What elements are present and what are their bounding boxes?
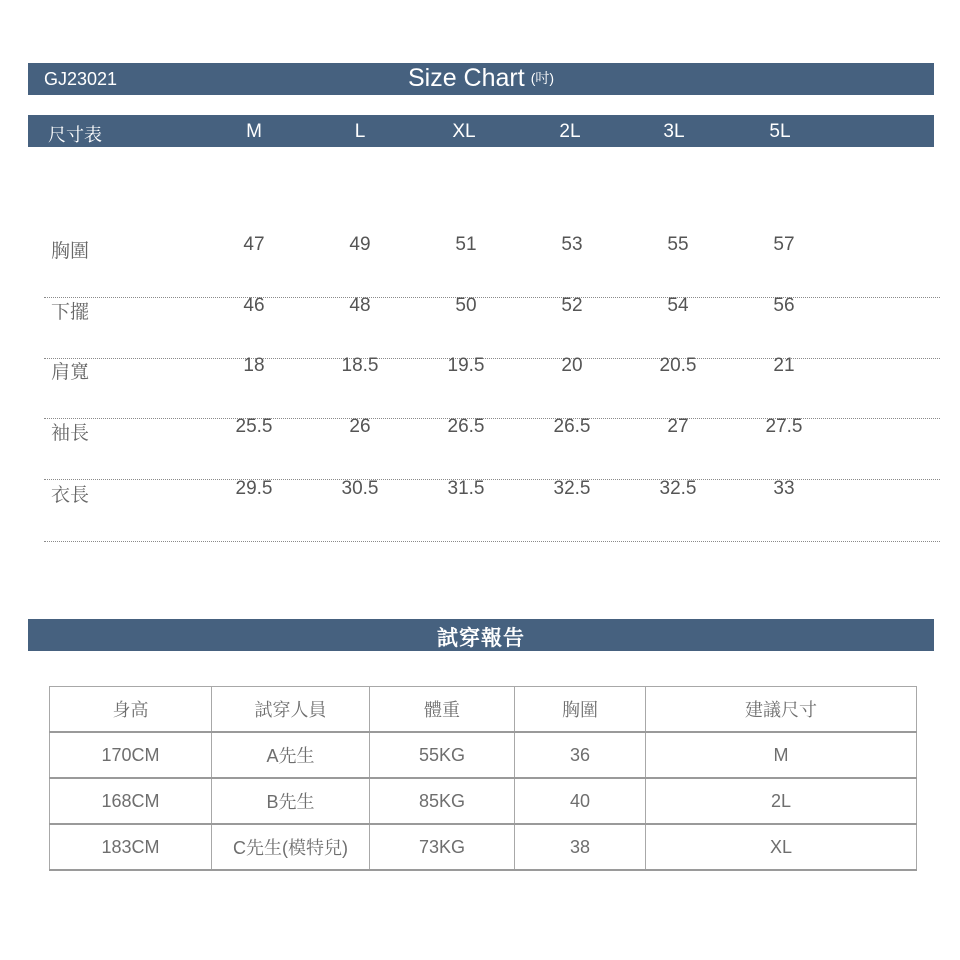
- measurement-value: 31.5: [447, 478, 485, 499]
- chart-title-text: Size Chart: [407, 64, 525, 92]
- measurement-value: 52: [561, 295, 583, 316]
- measurement-value: 47: [243, 234, 265, 255]
- trial-header-cell: 胸圍: [515, 687, 646, 733]
- trial-header-cell: 體重: [370, 687, 515, 733]
- trial-header-cell: 身高: [50, 687, 212, 733]
- size-header-xl: XL: [452, 121, 476, 142]
- measurement-value: 50: [455, 295, 477, 316]
- trial-report-table: [49, 686, 917, 871]
- measurement-name: 胸圍: [51, 241, 90, 262]
- title-bar: [28, 63, 934, 95]
- measurement-value: 29.5: [235, 478, 273, 499]
- measurement-value: 53: [561, 234, 583, 255]
- measurement-row-length: [44, 480, 940, 542]
- size-header-bar: [28, 115, 934, 147]
- measurement-value: 51: [455, 234, 477, 255]
- measurement-value: 33: [773, 478, 795, 499]
- measurement-value: 25.5: [235, 416, 273, 437]
- measurement-value: 30.5: [341, 478, 379, 499]
- measurement-value: 54: [667, 295, 689, 316]
- trial-cell: 40: [515, 778, 646, 824]
- measurement-value: 57: [773, 234, 795, 255]
- trial-cell: XL: [646, 824, 917, 870]
- measurement-value: 32.5: [553, 478, 591, 499]
- measurement-value: 21: [773, 355, 795, 376]
- trial-cell: 2L: [646, 778, 917, 824]
- measurement-value: 48: [349, 295, 371, 316]
- measurement-value: 27.5: [765, 416, 803, 437]
- trial-cell: 38: [515, 824, 646, 870]
- trial-header-cell: 試穿人員: [212, 687, 370, 733]
- measurement-name: 衣長: [51, 485, 90, 506]
- trial-cell: 73KG: [370, 824, 515, 870]
- trial-cell: A先生: [212, 732, 370, 778]
- trial-report-bar: [28, 619, 934, 651]
- trial-cell: M: [646, 732, 917, 778]
- measurement-value: 18.5: [341, 355, 379, 376]
- measurement-value: 19.5: [447, 355, 485, 376]
- measurement-name: 肩寬: [51, 362, 90, 383]
- size-header-2l: 2L: [559, 121, 581, 142]
- trial-header-cell: 建議尺寸: [646, 687, 917, 733]
- trial-row: [50, 732, 917, 778]
- trial-cell: 170CM: [50, 732, 212, 778]
- unit-label: (吋): [530, 70, 555, 86]
- trial-header-row: [50, 687, 917, 733]
- measurement-row-shoulder: [44, 357, 940, 419]
- trial-report-title: 試穿報告: [437, 627, 525, 650]
- size-table-label: 尺寸表: [48, 125, 102, 145]
- measurement-value: 49: [349, 234, 371, 255]
- trial-cell: B先生: [212, 778, 370, 824]
- measurement-value: 26.5: [447, 416, 485, 437]
- trial-cell: 36: [515, 732, 646, 778]
- size-header-5l: 5L: [769, 121, 791, 142]
- trial-row: [50, 778, 917, 824]
- measurement-value: 56: [773, 295, 795, 316]
- trial-cell: C先生(模特兒): [212, 824, 370, 870]
- size-header-m: M: [246, 121, 262, 142]
- size-header-3l: 3L: [663, 121, 685, 142]
- product-code: GJ23021: [44, 69, 118, 89]
- chart-title: [28, 64, 934, 93]
- trial-cell: 183CM: [50, 824, 212, 870]
- measurement-name: 下擺: [51, 302, 90, 323]
- measurement-name: 袖長: [51, 423, 90, 444]
- measurement-value: 46: [243, 295, 265, 316]
- trial-row: [50, 824, 917, 870]
- measurement-row-sleeve: [44, 418, 940, 480]
- measurement-value: 18: [243, 355, 265, 376]
- trial-cell: 168CM: [50, 778, 212, 824]
- trial-cell: 55KG: [370, 732, 515, 778]
- measurement-value: 20: [561, 355, 583, 376]
- measurement-row-chest: [44, 236, 940, 298]
- measurement-value: 26: [349, 416, 371, 437]
- measurement-row-hem: [44, 297, 940, 359]
- trial-cell: 85KG: [370, 778, 515, 824]
- measurement-value: 32.5: [659, 478, 697, 499]
- measurement-value: 55: [667, 234, 689, 255]
- measurement-value: 20.5: [659, 355, 697, 376]
- measurement-value: 26.5: [553, 416, 591, 437]
- size-header-l: L: [354, 121, 366, 142]
- measurement-value: 27: [667, 416, 689, 437]
